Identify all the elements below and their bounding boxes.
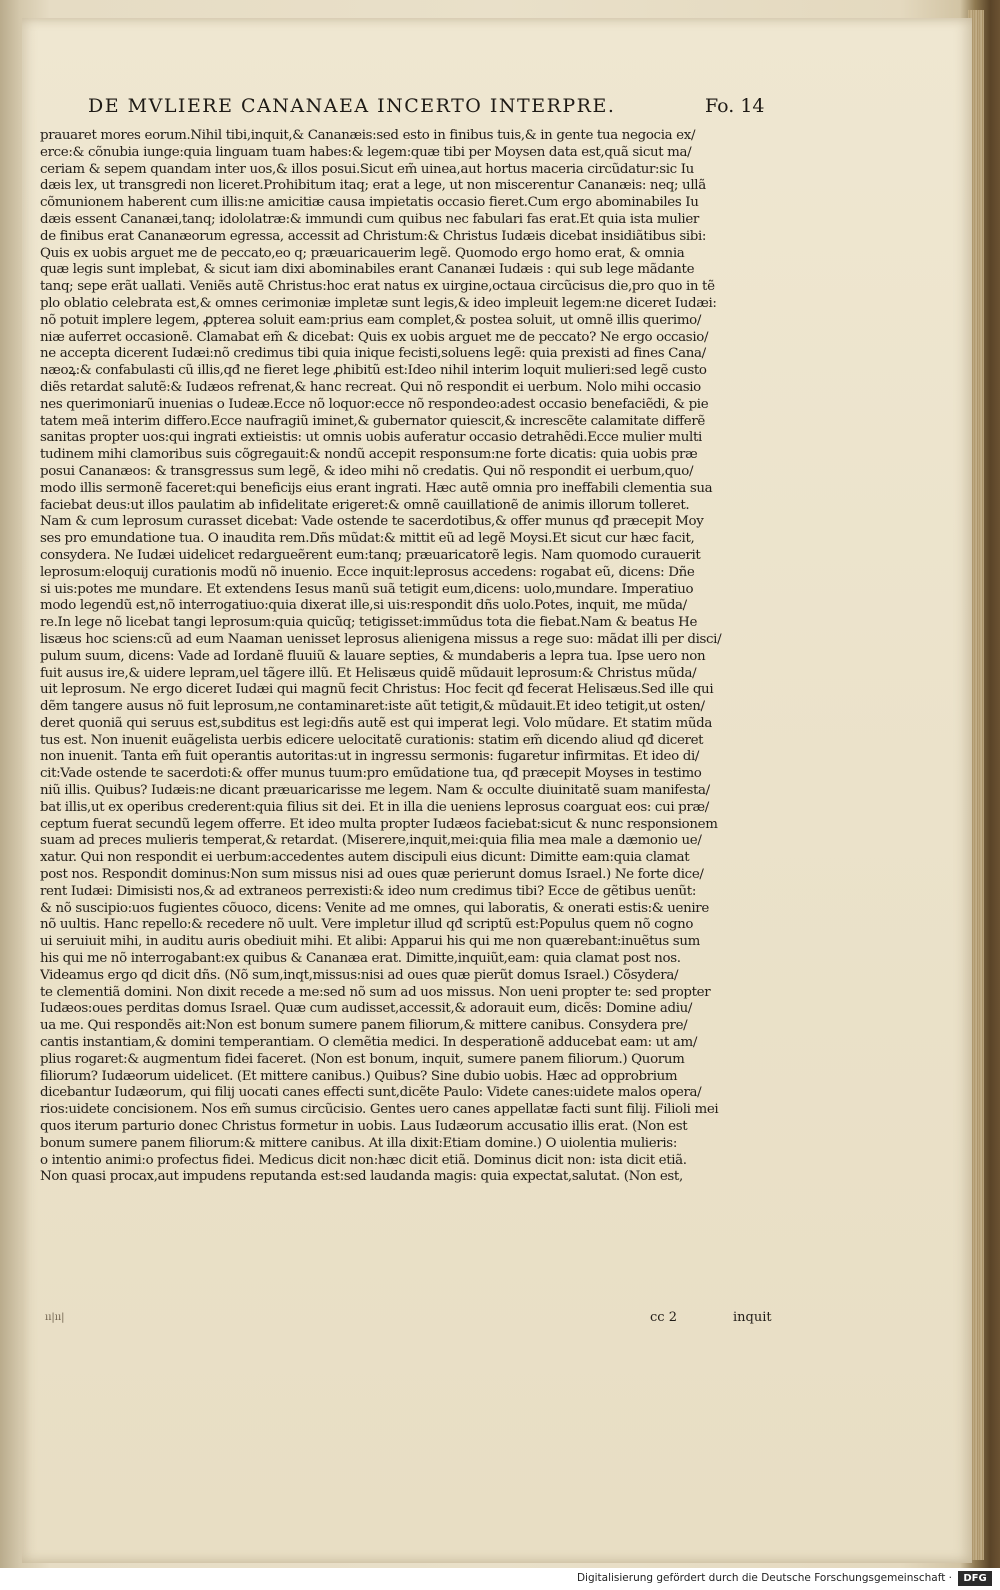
text-line: ne accepta dicerent Iudæi:nõ credimus tibi quia inique fecisti,soluens legẽ: quia prexisti ad fines Cana/ [40,346,706,362]
text-line: nõ uultis. Hanc repello:& recedere nõ uult. Vere impletur illud qđ scriptũ est:Populus quem nõ cogno [40,917,694,933]
text-line: xatur. Qui non respondit ei uerbum:accedentes autem discipuli eius dicunt: Dimitte eam:quia clamat [40,850,690,866]
text-line: dẽm tangere ausus nõ fuit leprosum,ne contaminaret:iste aũt tetigit,& mũdauit.Et ideo tetigit,ut osten/ [40,699,705,715]
text-line: plo oblatio celebrata est,& omnes cerimoniæ impletæ sunt legis,& ideo impleuit legem:ne diceret Iudæi: [40,295,717,311]
text-line: cit:Vade ostende te sacerdoti:& offer munus tuum:pro emũdatione tua, qđ præcepit Moyses in testimo [40,766,702,782]
text-line: prauaret mores eorum.Nihil tibi,inquit,& Cananæis:sed esto in finibus tuis,& in gente tua negocia ex/ [40,128,696,143]
main-text-block [40,128,798,1186]
text-line: Quis ex uobis arguet me de peccato,eo q; præuaricauerim legẽ. Quomodo ergo homo erat, & omnia [40,245,685,261]
text-line: ua me. Qui respondẽs ait:Non est bonum sumere panem filiorum,& mittere canibus. Consydera pre/ [40,1018,688,1034]
text-line: cõmunionem haberent cum illis:ne amicitiæ causa impietatis occasio fieret.Cum ergo abominabiles Iu [40,195,699,211]
text-line: quos iterum parturio donec Christus formetur in uobis. Laus Iudæorum accusatio illis erat. (Non est [40,1119,688,1135]
footer-bar [0,1568,1000,1590]
text-line: quæ legis sunt implebat, & sicut iam dixi abominabiles erant Cananæi Iudæis : qui sub lege mãdante [40,262,695,278]
text-line: dæis lex, ut transgredi non liceret.Prohibitum itaq; erat a lege, ut non miscerentur Cananæis: neq; ullã [40,178,706,194]
text-line: næoꝝ:& confabulasti cũ illis,qđ ne fieret lege ꝓhibitũ est:Ideo nihil interim loquit̃ mulieri:sed legẽ custo [40,363,707,379]
text-line: uit leprosum. Ne ergo diceret Iudæi qui magnũ fecit Christus: Hoc fecit qđ fecerat Helisæus.Sed ille qui [40,682,714,698]
text-line: lisæus hoc sciens:cũ ad eum Naaman uenisset leprosus alienigena missus a rege suo: mãdat illi per disci/ [40,631,722,647]
text-line: niæ auferret occasionẽ. Clamabat em̃ & dicebat: Quis ex uobis arguet me de peccato? Ne ergo occasio/ [40,329,709,345]
text-line: leprosum:eloquij curationis modũ nõ inuenio. Ecce inquit:leprosus accedens: rogabat eũ, dicens: Dñe [40,564,695,580]
text-line: tus est. Non inuenit euãgelista uerbis edicere uelocitatẽ curationis: statim em̃ dicendo aliud qđ diceret [40,732,704,748]
text-line: dicebantur Iudæorum, qui filij uocati canes effecti sunt,dicẽte Paulo: Videte canes:uidete malos opera/ [40,1085,702,1101]
text-line: tanq; sepe erãt uallati. Veniẽs autẽ Christus:hoc erat natus ex uirgine,octaua circũcisus die,pro quo in tẽ [40,279,715,295]
text-line: post nos. Respondit dominus:Non sum missus nisi ad oues quæ perierunt domus Israel.) Ne forte dice/ [40,867,704,883]
text-line: nõ potuit implere legem, ꝓpterea soluit eam:prius eam complet,& postea soluit, ut omnẽ illis querimo/ [40,312,702,328]
text-line: non inuenit. Tanta em̃ fuit operantis autoritas:ut in ingressu sermonis: fugaretur infirmitas. Et ideo di/ [40,749,700,765]
text-line: de finibus erat Cananæorum egressa, accessit ad Christum:& Christus Iudæis dicebat insidiãtibus sibi: [40,228,707,244]
text-line: consydera. Ne Iudæi uidelicet redargueẽrent eum:tanq; præuaricatorẽ legis. Nam quomodo curauerit [40,547,701,563]
footer-credit: Digitalisierung gefördert durch die Deutsche Forschungsgemeinschaft · [576,1572,952,1584]
text-line: bat illis,ut ex operibus crederent:quia filius sit dei. Et in illa die ueniens leprosus coarguat eos: cui præ/ [40,799,709,815]
text-line: diẽs retardat salutẽ:& Iudæos refrenat,& hanc recreat. Qui nõ respondit ei uerbum. Nolo mihi occasio [40,379,701,395]
text-line: bonum sumere panem filiorum:& mittere canibus. At illa dixit:Etiam domine.) O uiolentia mulieris: [40,1135,677,1151]
text-line: te clementiã domini. Non dixit recede a me:sed nõ sum ad uos missus. Non ueni propter te: sed propter [40,984,711,1000]
signature-mark: cc 2 [650,1310,677,1325]
text-line: tatem meã interim differo.Ecce naufragiũ iminet,& gubernator quiescit,& increscẽte calamitate differẽ [40,413,705,429]
text-line: faciebat deus:ut illos paulatim ab infidelitate erigeret:& omnẽ cauillationẽ de animis illorum tolleret. [40,497,690,513]
text-line: erce:& cõnubia iunge:quia linguam tuam habes:& legem:quæ tibi per Moysen data est,quã sicut ma/ [40,144,692,160]
text-line: Non quasi procax,aut impudens reputanda est:sed laudanda magis: quia expectat,salutat. (Non est, [40,1169,683,1185]
text-line: fuit ausus ire,& uidere lepram,uel tãgere illũ. Et Helisæus quidẽ mũdauit leprosum:& Christus mũda/ [40,665,697,681]
text-line: modo illis sermonẽ faceret:qui beneficijs eius erant ingrati. Hæc autẽ omnia pro ineffabili clementia sua [40,480,713,496]
text-line: deret quoniã qui seruus est,subditus est legi:dñs autẽ est qui imperat legi. Volo mũdare. Et statim mũda [40,715,712,731]
catchword: inquit [733,1310,772,1325]
text-line: sanitas propter uos:qui ingrati extieistis: ut omnis uobis auferatur occasio detrahẽdi.Ecce mulier multi [40,430,702,446]
running-head: DE MVLIERE CANANAEA INCERTO INTERPRE. [88,95,616,117]
text-line: Nam & cum leprosum curasset dicebat: Vade ostende te sacerdotibus,& offer munus qđ præcepit Moy [40,514,704,530]
text-line: cantis instantiam,& domini temperantiam. O clemẽtia medici. In desperationẽ adducebat eam: ut am/ [40,1035,698,1051]
text-line: ses pro emundatione tua. O inaudita rem.Dñs mũdat:& mittit eũ ad legẽ Moysi.Et sicut cur hæc facit, [40,531,695,547]
text-line: rios:uidete concisionem. Nos em̃ sumus circũcisio. Gentes uero canes appellatæ facti sunt filij. Filioli mei [40,1102,719,1118]
text-line: plius rogaret:& augmentum fidei faceret. (Non est bonum, inquit, sumere panem filiorum.) Quorum [40,1051,685,1067]
text-line: & nõ suscipio:uos fugientes cõuoco, dicens: Venite ad me omnes, qui laboratis, & onerati estis:& uenire [40,900,709,916]
text-line: rent Iudæi: Dimisisti nos,& ad extraneos perrexisti:& ideo num credimus tibi? Ecce de gẽtibus uenũt: [40,883,696,899]
text-line: filiorum? Iudæorum uidelicet. (Et mittere canibus.) Quibus? Sine dubio uobis. Hæc ad opprobrium [40,1068,678,1084]
text-line: re.In lege nõ licebat tangi leprosum:quia quicũq; tetigisset:immũdus tota die fiebat.Nam & beatus He [40,615,698,631]
text-line: niũ illis. Quibus? Iudæis:ne dicant præuaricarisse me legem. Nam & occulte diuinitatẽ suam manifesta/ [40,783,710,799]
text-line: Videamus ergo qd dicit dñs. (Nõ sum,inqt,missus:nisi ad oues quæ pierũt domus Israel.) Cõsydera/ [40,967,679,983]
text-line: Iudæos:oues perditas domus Israel. Quæ cum audisset,accessit,& adorauit eum, dicẽs: Domine adiu/ [40,1001,693,1017]
text-line: o intentio animi:o profectus fidei. Medicus dicit non:hæc dicit etiã. Dominus dicit non: ista dicit etiã. [40,1152,687,1168]
dfg-logo: DFG [958,1571,992,1586]
text-line: pulum suum, dicens: Vade ad Iordanẽ fluuiũ & lauare septies, & mundaberis a lepra tua. Ipse uero non [40,648,706,664]
text-line: posui Cananæos: & transgressus sum legẽ, & ideo mihi nõ credatis. Qui nõ respondit ei uerbum,quo/ [40,463,694,479]
text-line: tudinem mihi clamoribus suis cõgregauit:& nondũ accepit responsum:ne forte dicatis: quia uobis præ [40,447,698,463]
text-line: dæis essent Cananæi,tanq; idololatræ:& immundi cum quibus nec fabulari fas erat.Et quia ista mulier [40,211,699,227]
text-line: his qui me nõ interrogabant:ex quibus & Cananæa erat. Dimitte,inquiũt,eam: quia clamat post nos. [40,951,681,967]
text-line: modo legendũ est,nõ interrogatiuo:quia dixerat ille,si uis:respondit dñs uolo.Potes, inquit, me mũda/ [40,598,687,614]
marginal-mark: ıı|ıı| [45,1312,65,1323]
text-line: suam ad preces mulieris temperat,& retardat. (Miserere,inquit,mei:quia filia mea male a dæmonio ue/ [40,833,702,849]
text-line: ceptum fuerat secundũ legem offerre. Et ideo multa propter Iudæos faciebat:sicut & nunc responsionem [40,816,718,832]
text-line: nes querimoniarũ inuenias o Iudeæ.Ecce nõ loquor:ecce nõ respondeo:adest occasio benefaciẽdi, & pie [40,396,709,412]
folio-number: Fo. 14 [705,95,765,117]
text-line: ui seruiuit mihi, in auditu auris obediuit mihi. Et alibi: Apparui his qui me non quærebant:inuẽtus sum [40,934,700,950]
text-line: ceriam & sepem quandam inter uos,& illos posui.Sicut em̃ uinea,aut hortus maceria circũdatur:sic Iu [40,161,694,177]
text-line: si uis:potes me mundare. Et extendens Iesus manũ suã tetigit eum,dicens: uolo,mundare. Imperatiuo [40,581,694,597]
